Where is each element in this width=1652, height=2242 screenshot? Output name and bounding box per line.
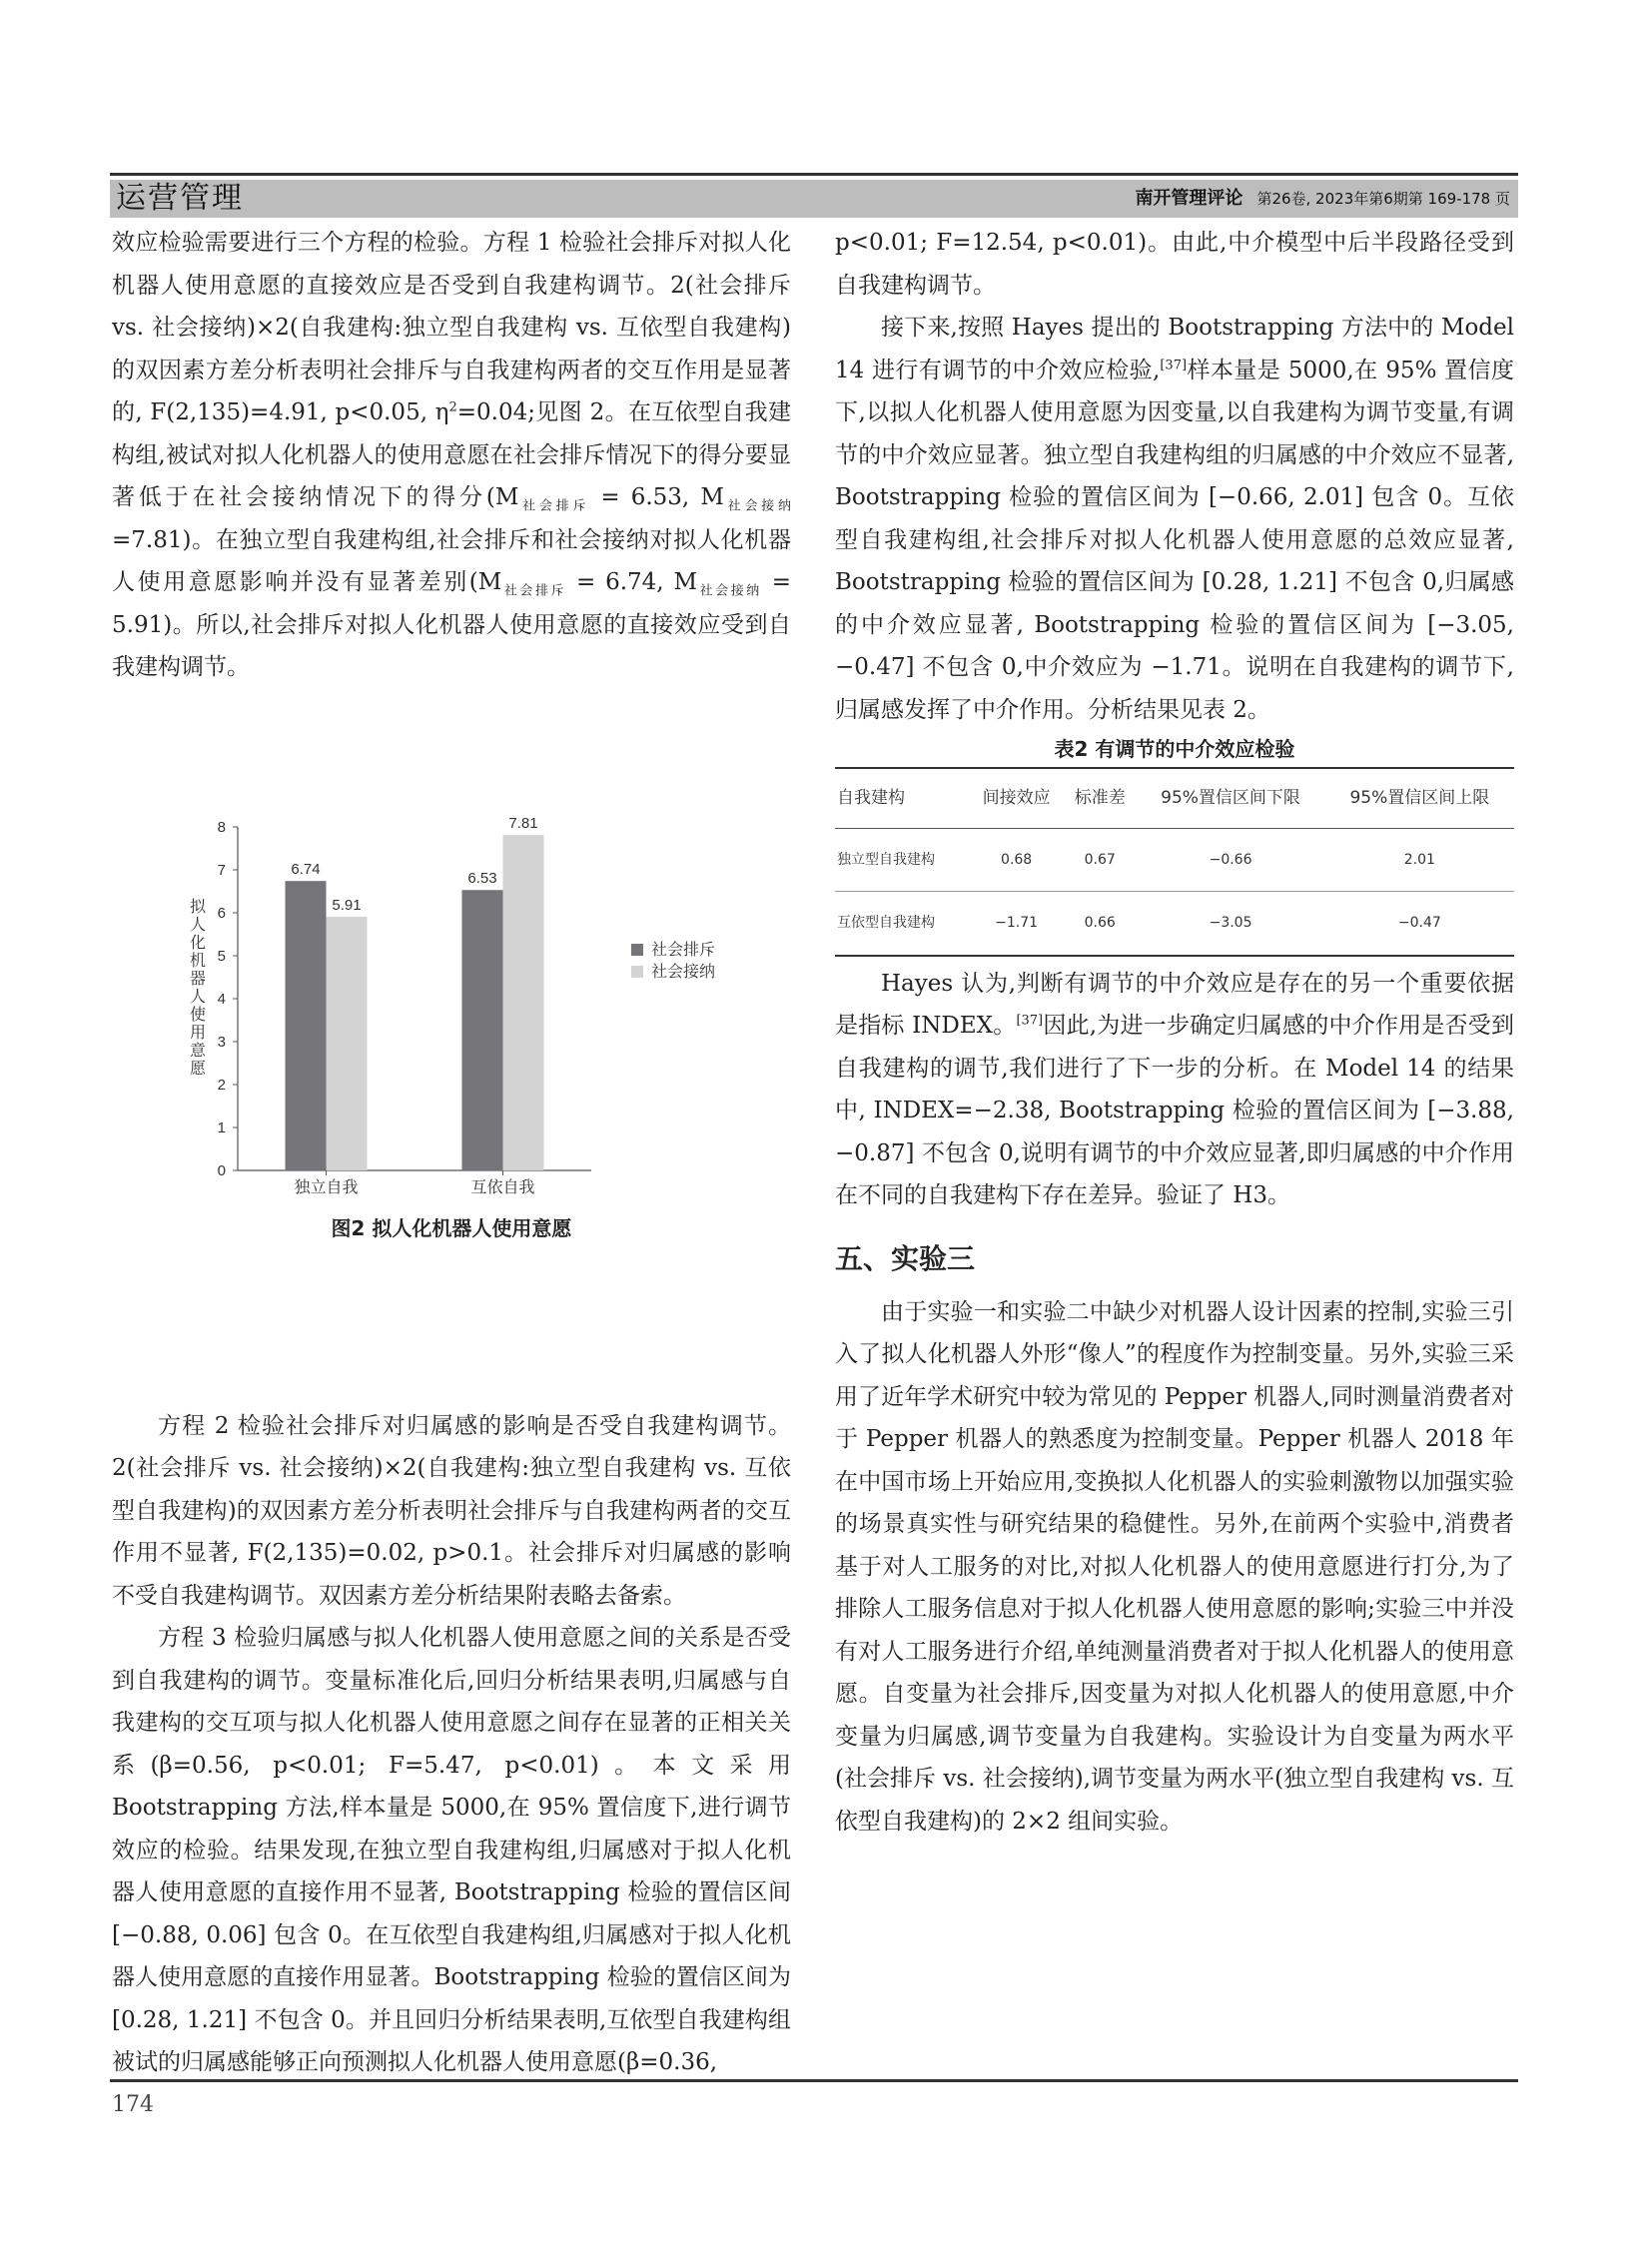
table-cell: 2.01 (1325, 828, 1514, 892)
bar-chart (112, 797, 791, 1216)
section-label: 运营管理 (116, 181, 244, 216)
legend-label: 社会接纳 (651, 964, 716, 981)
figure-2 (112, 797, 791, 1256)
y-tick-label: 6 (217, 905, 226, 922)
legend-swatch (631, 944, 643, 956)
left-paragraph-3: 方程 3 检验归属感与拟人化机器人使用意愿之间的关系是否受到自我建构的调节。变量标准化后,回归分析结果表明,归属感与自我建构的交互项与拟人化机器人使用意愿之间存在显著的正相关关系(β=0.56, p<0.01; F=5.47, p<0.01)。本文采用 Bootstrapping 方法,样本量是 5000,在 95% 置信度下,进行调节效应的检验。结果发现,在独立型自我建构组,归属感对于拟人化机器人使用意愿的直接作用不显著, Bootstrapping 检验的置信区间 [−0.88, 0.06] 包含 0。在互依型自我建构组,归属感对于拟人化机器人使用意愿的直接作用显著。Bootstrapping 检验的置信区间为 [0.28, 1.21] 不包含 0。并且回归分析结果表明,互依型自我建构组被试的归属感能够正向预测拟人化机器人使用意愿(β=0.36, (112, 1625, 791, 2075)
table-cell: −0.66 (1136, 828, 1324, 892)
table-header-cell: 自我建构 (835, 768, 969, 828)
bar (327, 917, 368, 1170)
right-paragraph-1: p<0.01; F=12.54, p<0.01)。由此,中介模型中后半段路径受到自我建构调节。 (835, 230, 1514, 299)
section-heading: 五、实验三 (835, 1241, 976, 1275)
header-rule (110, 173, 1518, 176)
left-paragraph-1: 效应检验需要进行三个方程的检验。方程 1 检验社会排斥对拟人化机器人使用意愿的直接效应是否受到自我建构调节。2(社会排斥 vs. 社会接纳)×2(自我建构:独立型自我建构 vs. 互依型自我建构)的双因素方差分析表明社会排斥与自我建构两者的交互作用是显著的, F(2,135)=4.91, p<0.05, $\eta^2=0.04$;见图 2。在互依型自我建构组,被试对拟人化机器人的使用意愿在社会排斥情况下的得分要显著低于在社会接纳情况下的得分($M_{社会排斥} = 6.53$, $M_{社会接纳}=7.81$)。在独立型自我建构组,社会排斥和社会接纳对拟人化机器人使用意愿影响并没有显著差别($M_{社会排斥} = 6.74$, $M_{社会接纳} = 5.91$)。所以,社会排斥对拟人化机器人使用意愿的直接效应受到自我建构调节。 (112, 230, 791, 680)
right-column (835, 222, 1514, 1843)
table-cell: 0.66 (1064, 892, 1136, 956)
journal-info (1135, 187, 1510, 211)
table-cell: −1.71 (969, 892, 1064, 956)
bar (286, 881, 327, 1170)
x-tick-label: 独立自我 (294, 1179, 359, 1196)
y-tick-label: 5 (217, 948, 226, 965)
table-cell: −3.05 (1136, 892, 1324, 956)
x-tick-label: 互依自我 (470, 1179, 535, 1196)
citation-37: [37] (1160, 357, 1188, 373)
table-header-row (835, 768, 1514, 828)
journal-name: 南开管理评论 (1135, 188, 1243, 209)
data-label: 5.91 (332, 896, 362, 914)
table-header-cell: 95%置信区间下限 (1136, 768, 1324, 828)
bar (462, 890, 503, 1170)
citation-37: [37] (1016, 1013, 1044, 1029)
footer-rule (110, 2079, 1518, 2082)
issue-info: 第26卷, 2023年第6期第 169-178 页 (1256, 190, 1510, 208)
table-cell: 互依型自我建构 (835, 892, 969, 956)
right-paragraph-3: Hayes 认为,判断有调节的中介效应是存在的另一个重要依据是指标 INDEX。[37]因此,为进一步确定归属感的中介作用是否受到自我建构的调节,我们进行了下一步的分析。在 Model 14 的结果中, INDEX=−2.38, Bootstrapping 检验的置信区间为 [−3.88, −0.87] 不包含 0,说明有调节的中介效应显著,即归属感的中介作用在不同的自我建构下存在差异。验证了 H3。 (835, 970, 1514, 1208)
left-paragraph-2: 方程 2 检验社会排斥对归属感的影响是否受自我建构调节。2(社会排斥 vs. 社会接纳)×2(自我建构:独立型自我建构 vs. 互依型自我建构)的双因素方差分析表明社会排斥与自我建构两者的交互作用不显著, F(2,135)=0.02, p>0.1。社会排斥对归属感的影响不受自我建构调节。双因素方差分析结果附表略去备索。 (112, 1412, 791, 1609)
y-tick-label: 2 (217, 1077, 226, 1094)
bar (503, 835, 544, 1170)
table-row (835, 892, 1514, 956)
table-header-cell: 95%置信区间上限 (1325, 768, 1514, 828)
data-label: 7.81 (508, 815, 538, 833)
y-tick-label: 3 (217, 1034, 226, 1051)
y-tick-label: 7 (217, 862, 226, 879)
y-tick-label: 4 (217, 991, 226, 1008)
table-header-cell: 标准差 (1064, 768, 1136, 828)
table-row (835, 828, 1514, 892)
data-label: 6.74 (291, 861, 321, 879)
table-cell: 0.68 (969, 828, 1064, 892)
right-paragraph-2: 接下来,按照 Hayes 提出的 Bootstrapping 方法中的 Model 14 进行有调节的中介效应检验,[37]样本量是 5000,在 95% 置信度下,以拟人化机器人使用意愿为因变量,以自我建构为调节变量,有调节的中介效应显著。独立型自我建构组的归属感的中介效应不显著, Bootstrapping 检验的置信区间为 [−0.66, 2.01] 包含 0。互依型自我建构组,社会排斥对拟人化机器人使用意愿的总效应显著, Bootstrapping 检验的置信区间为 [0.28, 1.21] 不包含 0,归属感的中介效应显著, Bootstrapping 检验的置信区间为 [−3.05, −0.47] 不包含 0,中介效应为 −1.71。说明在自我建构的调节下,归属感发挥了中介作用。分析结果见表 2。 (835, 315, 1514, 723)
y-tick-label: 1 (217, 1120, 226, 1136)
table-caption: 表2 有调节的中介效应检验 (1054, 737, 1295, 761)
legend-swatch (631, 966, 643, 978)
y-tick-label: 8 (217, 819, 226, 836)
y-axis-label: 拟人化机器人使用意愿 (189, 899, 207, 1078)
data-label: 6.53 (467, 870, 497, 888)
table-cell: 独立型自我建构 (835, 828, 969, 892)
right-paragraph-4: 由于实验一和实验二中缺少对机器人设计因素的控制,实验三引入了拟人化机器人外形“像人”的程度作为控制变量。另外,实验三采用了近年学术研究中较为常见的 Pepper 机器人,同时测量消费者对于 Pepper 机器人的熟悉度为控制变量。Pepper 机器人 2018 年在中国市场上开始应用,变换拟人化机器人的实验刺激物以加强实验的场景真实性与研究结果的稳健性。另外,在前两个实验中,消费者基于对人工服务的对比,对拟人化机器人的使用意愿进行打分,为了排除人工服务信息对于拟人化机器人使用意愿的影响;实验三中并没有对人工服务进行介绍,单纯测量消费者对于拟人化机器人的使用意愿。自变量为社会排斥,因变量为对拟人化机器人的使用意愿,中介变量为归属感,调节变量为自我建构。实验设计为自变量为两水平(社会排斥 vs. 社会接纳),调节变量为两水平(独立型自我建构 vs. 互依型自我建构)的 2×2 组间实验。 (835, 1298, 1514, 1835)
table-header-cell: 间接效应 (969, 768, 1064, 828)
legend-label: 社会排斥 (651, 942, 716, 959)
table-2 (835, 767, 1514, 957)
figure-caption: 图2 拟人化机器人使用意愿 (331, 1216, 572, 1240)
page-number: 174 (112, 2092, 154, 2117)
y-tick-label: 0 (217, 1162, 226, 1179)
table-cell: 0.67 (1064, 828, 1136, 892)
table-cell: −0.47 (1325, 892, 1514, 956)
